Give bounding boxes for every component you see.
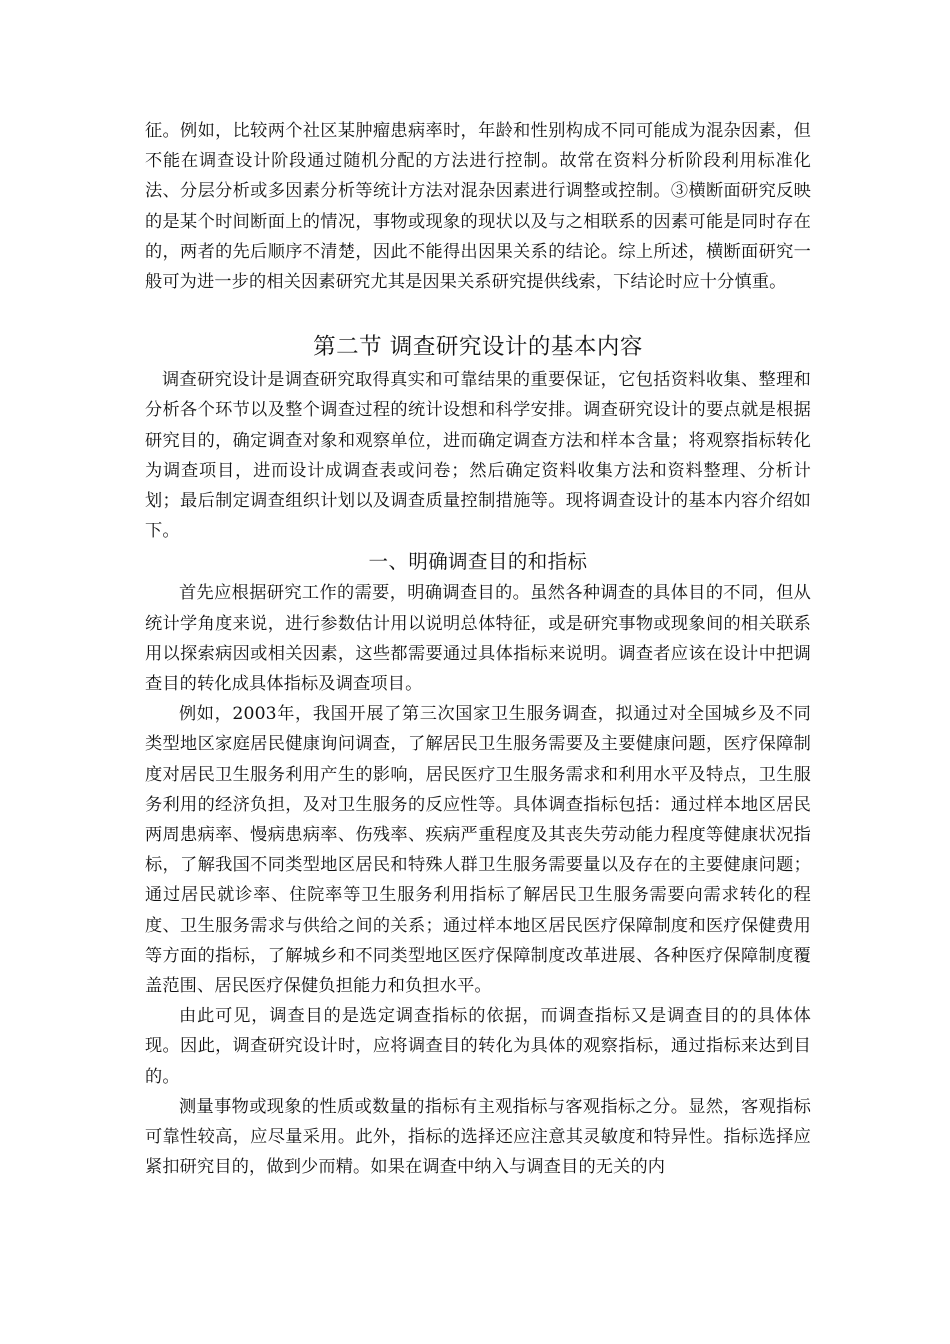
paragraph-cross-sectional-limitations: 征。例如，比较两个社区某肿瘤患病率时，年龄和性别构成不同可能成为混杂因素，但不能在调查设计阶段通过随机分配的方法进行控制。故常在资料分析阶段利用标准化法、分层分析或多因素分析等统计方法对混杂因素进行调整或控制。③横断面研究反映的是某个时间断面上的情况，事物或现象的现状以及与之相联系的因素可能是同时存在的，两者的先后顺序不清楚，因此不能得出因果关系的结论。综上所述，横断面研究一般可为进一步的相关因素研究尤其是因果关系研究提供线索，下结论时应十分慎重。 <box>145 121 811 293</box>
document-page <box>145 116 811 1183</box>
subsection-title: 一、明确调查目的和指标 <box>368 550 588 574</box>
section-title: 第二节 调查研究设计的基本内容 <box>313 334 643 361</box>
paragraph-indicator-selection: 测量事物或现象的性质或数量的指标有主观指标与客观指标之分。显然，客观指标可靠性较高，应尽量采用。此外，指标的选择还应注意其灵敏度和特异性。指标选择应紧扣研究目的，做到少而精。如果在调查中纳入与调查目的无关的内 <box>145 1096 811 1178</box>
paragraph-purpose-indicator-relation: 由此可见，调查目的是选定调查指标的依据，而调查指标又是调查目的的具体体现。因此，调查研究设计时，应将调查目的转化为具体的观察指标，通过指标来达到目的。 <box>145 1006 811 1087</box>
paragraph-define-purpose: 首先应根据研究工作的需要，明确调查目的。虽然各种调查的具体目的不同，但从统计学角度来说，进行参数估计用以说明总体特征，或是研究事物或现象间的相关联系用以探索病因或相关因素，这些都需要通过具体指标来说明。调查者应该在设计中把调查目的转化成具体指标及调查项目。 <box>145 583 811 695</box>
paragraph-design-overview: 调查研究设计是调查研究取得真实和可靠结果的重要保证，它包括资料收集、整理和分析各个环节以及整个调查过程的统计设想和科学安排。调查研究设计的要点就是根据研究目的，确定调查对象和观察单位，进而确定调查方法和样本含量；将观察指标转化为调查项目，进而设计成调查表或问卷；然后确定资料收集方法和资料整理、分析计划；最后制定调查组织计划以及调查质量控制措施等。现将调查设计的基本内容介绍如下。 <box>145 370 811 542</box>
paragraph-example-survey: 例如，2003年，我国开展了第三次国家卫生服务调查，拟通过对全国城乡及不同类型地区家庭居民健康询问调查，了解居民卫生服务需要及主要健康问题，医疗保障制度对居民卫生服务利用产生的影响，居民医疗卫生服务需求和利用水平及特点，卫生服务利用的经济负担，及对卫生服务的反应性等。具体调查指标包括：通过样本地区居民两周患病率、慢病患病率、伤残率、疾病严重程度及其丧失劳动能力程度等健康状况指标，了解我国不同类型地区居民和特殊人群卫生服务需要量以及存在的主要健康问题；通过居民就诊率、住院率等卫生服务利用指标了解居民卫生服务需要向需求转化的程度、卫生服务需求与供给之间的关系；通过样本地区居民医疗保障制度和医疗保健费用等方面的指标，了解城乡和不同类型地区医疗保障制度改革进展、各种医疗保障制度覆盖范围、居民医疗保健负担能力和负担水平。 <box>145 704 811 997</box>
